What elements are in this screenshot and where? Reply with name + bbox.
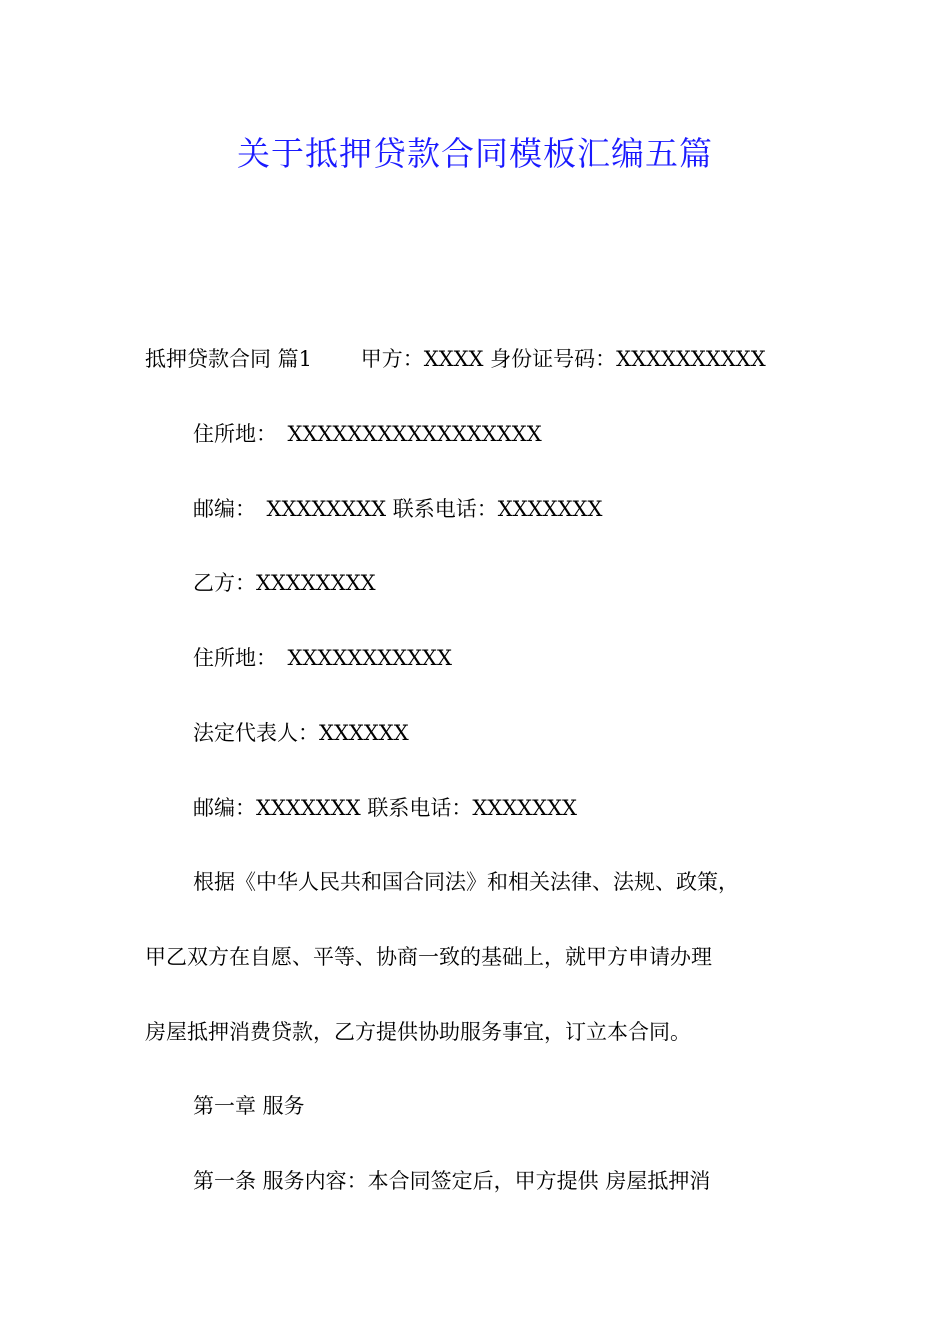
legal-representative-line: 法定代表人：XXXXXX <box>193 721 409 745</box>
chapter-heading: 第一章 服务 <box>193 1094 305 1118</box>
party-a-address-line: 住所地： XXXXXXXXXXXXXXXXX <box>193 422 542 446</box>
paragraph-line: 根据《中华人民共和国合同法》和相关法律、法规、政策， <box>193 870 739 894</box>
article-line: 第一条 服务内容：本合同签定后，甲方提供 房屋抵押消 <box>193 1169 711 1193</box>
party-b-postcode-phone-line: 邮编：XXXXXXX 联系电话：XXXXXXX <box>193 796 577 820</box>
paragraph-line: 房屋抵押消费贷款，乙方提供协助服务事宜，订立本合同。 <box>145 1020 691 1044</box>
paragraph-line: 甲乙双方在自愿、平等、协商一致的基础上，就甲方申请办理 <box>145 945 712 969</box>
party-b-address-line: 住所地： XXXXXXXXXXX <box>193 646 452 670</box>
party-a-postcode-phone-line: 邮编： XXXXXXXX 联系电话：XXXXXXX <box>193 497 603 521</box>
party-a-heading-line: 抵押贷款合同 篇1 甲方：XXXX 身份证号码：XXXXXXXXXX <box>145 347 766 371</box>
party-b-line: 乙方：XXXXXXXX <box>193 571 376 595</box>
document-title: 关于抵押贷款合同模板汇编五篇 <box>237 134 713 173</box>
